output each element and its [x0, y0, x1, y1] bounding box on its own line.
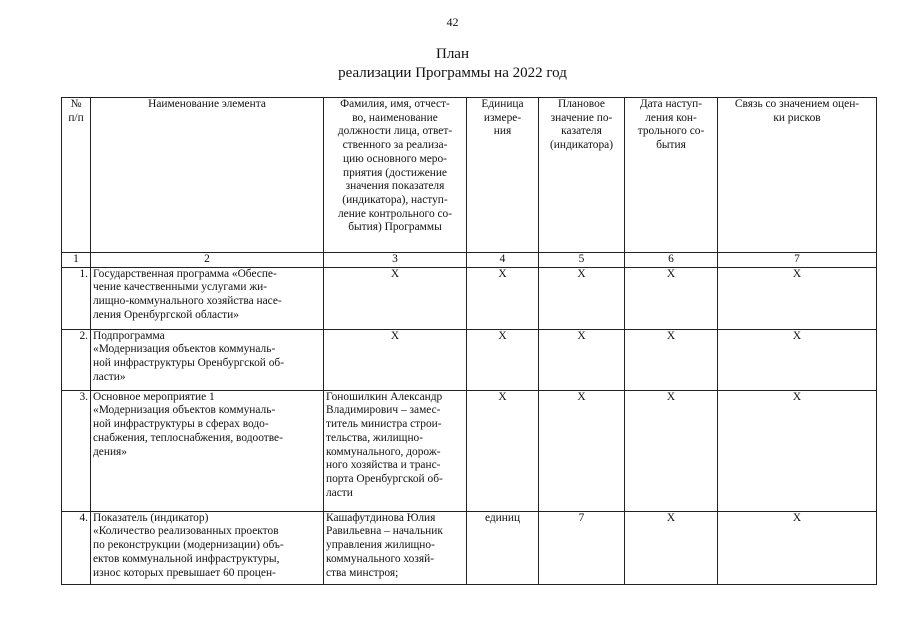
column-number: 2: [91, 253, 324, 268]
row-number: 1.: [62, 267, 91, 329]
column-number: 1: [62, 253, 91, 268]
column-number: 5: [539, 253, 625, 268]
row-unit: X: [467, 267, 539, 329]
row-planned-value: 7: [539, 511, 625, 584]
header-number: № п/п: [62, 98, 91, 253]
row-risk-link: X: [718, 329, 877, 390]
header-risk-link: Связь со значением оцен- ки рисков: [718, 98, 877, 253]
title-line-1: План: [435, 46, 469, 62]
row-planned-value: X: [539, 390, 625, 511]
title-line-2: реализации Программы на 2022 год: [338, 65, 567, 81]
row-risk-link: X: [718, 511, 877, 584]
table-row: [62, 511, 877, 584]
row-responsible-person: Кашафутдинова Юлия Равильевна – начальник управления жилищно- коммунального хозяй- ства минстроя;: [324, 511, 467, 584]
row-element-name: Основное мероприятие 1 «Модернизация объектов коммуналь- ной инфраструктуры в сферах водо- снабжения, теплоснабжения, водоотве- дения»: [91, 390, 324, 511]
document-title: [0, 45, 905, 83]
row-control-date: X: [625, 511, 718, 584]
row-responsible-person: Гоношилкин Александр Владимирович – замес- титель министра строи- тельства, жилищно- коммунального, дорож- ного хозяйства и транс- порта Оренбургской об- ласти: [324, 390, 467, 511]
table-row: [62, 329, 877, 390]
row-element-name: Государственная программа «Обеспе- чение качественными услугами жи- лищно-коммунального хозяйства насе- ления Оренбургской области»: [91, 267, 324, 329]
plan-table: [61, 97, 877, 585]
row-number: 4.: [62, 511, 91, 584]
row-responsible-person: X: [324, 267, 467, 329]
column-numbers-row: [62, 253, 877, 268]
row-unit: X: [467, 390, 539, 511]
column-number: 4: [467, 253, 539, 268]
row-responsible-person: X: [324, 329, 467, 390]
header-control-date: Дата наступ- ления кон- трольного со- бытия: [625, 98, 718, 253]
row-control-date: X: [625, 329, 718, 390]
row-unit: X: [467, 329, 539, 390]
column-number: 7: [718, 253, 877, 268]
row-element-name: Подпрограмма «Модернизация объектов коммуналь- ной инфраструктуры Оренбургской об- ласти»: [91, 329, 324, 390]
row-number: 3.: [62, 390, 91, 511]
column-number: 6: [625, 253, 718, 268]
row-control-date: X: [625, 390, 718, 511]
row-number: 2.: [62, 329, 91, 390]
row-element-name: Показатель (индикатор) «Количество реализованных проектов по реконструкции (модернизации) объ- ектов коммунальной инфраструктуры, износ которых превышает 60 процен-: [91, 511, 324, 584]
header-planned-value: Плановое значение по- казателя (индикатора): [539, 98, 625, 253]
row-planned-value: X: [539, 329, 625, 390]
row-risk-link: X: [718, 390, 877, 511]
header-unit: Единица измере- ния: [467, 98, 539, 253]
row-unit: единиц: [467, 511, 539, 584]
table-row: [62, 267, 877, 329]
row-planned-value: X: [539, 267, 625, 329]
header-row: [62, 98, 877, 253]
header-responsible-person: Фамилия, имя, отчест- во, наименование должности лица, ответ- ственного за реализа- цию основного меро- приятия (достижение значения показателя (индикатора), наступ- ление контрольного со- бытия) Программы: [324, 98, 467, 253]
row-control-date: X: [625, 267, 718, 329]
column-number: 3: [324, 253, 467, 268]
table-row: [62, 390, 877, 511]
page-number: 42: [446, 15, 459, 29]
row-risk-link: X: [718, 267, 877, 329]
header-element-name: Наименование элемента: [91, 98, 324, 253]
